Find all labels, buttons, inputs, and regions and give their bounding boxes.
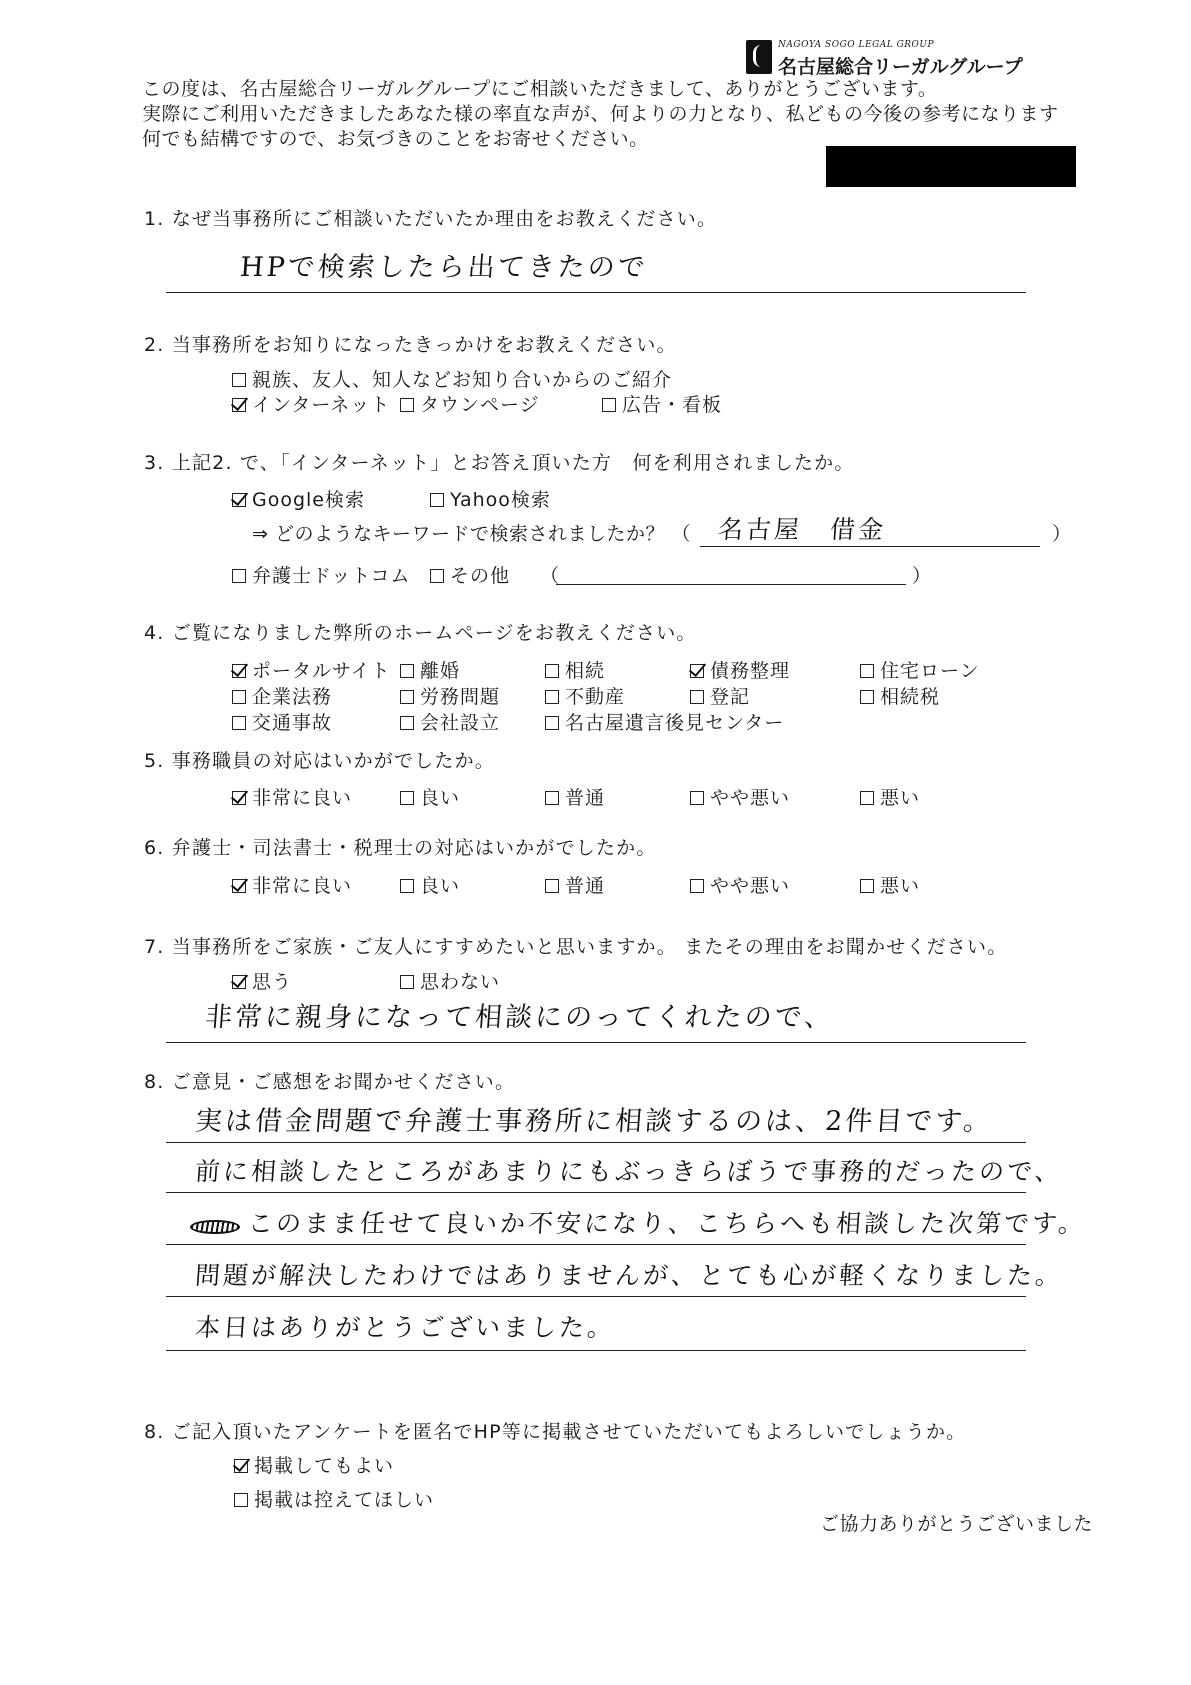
q4-option-divorce[interactable] <box>400 659 460 683</box>
question-1-label: 1. なぜ当事務所にご相談いただいたか理由をお教えください。 <box>144 208 718 230</box>
q4-option-inheritance[interactable] <box>545 659 605 683</box>
question-7-answer[interactable]: 非常に親身になって相談にのってくれたので、 <box>203 1002 836 1033</box>
q5-normal-checkbox[interactable] <box>545 791 559 805</box>
comment-rule-1 <box>166 1142 1026 1143</box>
q3-bengoshi-checkbox[interactable] <box>232 569 246 583</box>
q3-other-open-paren: （ <box>540 565 560 587</box>
intro-line-2: 実際にご利用いただきましたあなた様の率直な声が、何よりの力となり、私どもの今後の参考になります <box>142 103 1059 125</box>
q4-option-portal[interactable] <box>232 659 391 683</box>
q4-inheritance-label: 相続 <box>565 660 606 682</box>
q3-option-yahoo[interactable] <box>430 488 551 512</box>
q6-option-very-good[interactable] <box>232 874 352 898</box>
q3-option-bengoshi[interactable] <box>232 564 410 588</box>
q5-option-very-good[interactable] <box>232 786 352 810</box>
q9-decline-label: 掲載は控えてほしい <box>254 1489 435 1511</box>
question-9-label: 8. ご記入頂いたアンケートを匿名でHP等に掲載させていただいてもよろしいでしょうか。 <box>144 1421 967 1443</box>
q5-somewhat-bad-checkbox[interactable] <box>690 791 704 805</box>
q5-good-label: 良い <box>420 787 461 809</box>
q7-no-checkbox[interactable] <box>400 975 414 989</box>
q6-good-checkbox[interactable] <box>400 879 414 893</box>
q4-mortgage-label: 住宅ローン <box>880 660 980 682</box>
q2-ad-label: 広告・看板 <box>622 394 723 416</box>
q3-google-checkbox[interactable] <box>232 493 246 507</box>
footer-thanks: ご協力ありがとうございました <box>820 1513 1094 1535</box>
q3-google-label: Google検索 <box>252 489 366 511</box>
q6-somewhat-bad-label: やや悪い <box>710 875 791 897</box>
q5-somewhat-bad-label: やや悪い <box>710 787 791 809</box>
logo-english: NAGOYA SOGO LEGAL GROUP <box>778 40 935 50</box>
q7-option-yes[interactable] <box>232 970 292 994</box>
q5-very-good-checkbox[interactable] <box>232 791 246 805</box>
q6-option-bad[interactable] <box>860 874 920 898</box>
q2-option-internet[interactable] <box>232 393 390 417</box>
q3-other-label: その他 <box>450 565 511 587</box>
q4-labor-label: 労務問題 <box>420 686 501 708</box>
q3-option-other[interactable] <box>430 564 510 588</box>
q5-normal-label: 普通 <box>565 787 606 809</box>
q4-inheritance-tax-checkbox[interactable] <box>860 690 874 704</box>
q3-yahoo-checkbox[interactable] <box>430 493 444 507</box>
q4-company-setup-checkbox[interactable] <box>400 716 414 730</box>
q4-inheritance-tax-label: 相続税 <box>880 686 941 708</box>
q2-townpage-checkbox[interactable] <box>400 398 414 412</box>
q6-normal-label: 普通 <box>565 875 606 897</box>
q6-very-good-checkbox[interactable] <box>232 879 246 893</box>
q6-option-good[interactable] <box>400 874 460 898</box>
q2-option-townpage[interactable] <box>400 393 540 417</box>
q3-other-checkbox[interactable] <box>430 569 444 583</box>
question-7-label: 7. 当事務所をご家族・ご友人にすすめたいと思いますか。 またその理由をお聞かせください。 <box>144 936 1008 958</box>
q4-debt-checkbox[interactable] <box>690 664 704 678</box>
q3-keyword-line <box>700 546 1040 547</box>
question-1-answer[interactable]: HPで検索したら出てきたので <box>238 252 649 283</box>
comment-line-5[interactable]: 本日はありがとうございました。 <box>194 1313 617 1342</box>
q4-divorce-label: 離婚 <box>420 660 461 682</box>
question-1-answer-line <box>166 292 1026 293</box>
q6-bad-label: 悪い <box>880 875 921 897</box>
intro-line-3: 何でも結構ですので、お気づきのことをお寄せください。 <box>142 128 649 150</box>
q7-option-no[interactable] <box>400 970 500 994</box>
q4-option-company-setup[interactable] <box>400 711 500 735</box>
question-5-label: 5. 事務職員の対応はいかがでしたか。 <box>144 750 495 772</box>
q4-option-will-center[interactable] <box>545 711 784 735</box>
q4-inheritance-checkbox[interactable] <box>545 664 559 678</box>
q4-divorce-checkbox[interactable] <box>400 664 414 678</box>
q5-option-somewhat-bad[interactable] <box>690 786 790 810</box>
q4-registration-label: 登記 <box>710 686 751 708</box>
q2-townpage-label: タウンページ <box>420 394 540 416</box>
q4-option-registration[interactable] <box>690 685 750 709</box>
question-4-label: 4. ご覧になりました弊所のホームページをお教えください。 <box>144 622 697 644</box>
q4-will-center-checkbox[interactable] <box>545 716 559 730</box>
q5-option-normal[interactable] <box>545 786 605 810</box>
q2-referral-label: 親族、友人、知人などお知り合いからのご紹介 <box>252 369 673 391</box>
comment-rule-4 <box>166 1296 1026 1297</box>
q3-option-google[interactable] <box>232 488 365 512</box>
q4-labor-checkbox[interactable] <box>400 690 414 704</box>
q4-option-labor[interactable] <box>400 685 500 709</box>
question-6-label: 6. 弁護士・司法書士・税理士の対応はいかがでしたか。 <box>144 837 657 859</box>
q4-option-corporate[interactable] <box>232 685 332 709</box>
q4-company-setup-label: 会社設立 <box>420 712 501 734</box>
comment-rule-2 <box>166 1192 1026 1193</box>
q3-keyword-answer[interactable]: 名古屋 借金 <box>717 515 888 544</box>
question-8-label: 8. ご意見・ご感想をお聞かせください。 <box>144 1071 516 1093</box>
q3-keyword-prompt: ⇒ どのようなキーワードで検索されましたか？ （ <box>252 523 692 545</box>
q4-traffic-checkbox[interactable] <box>232 716 246 730</box>
q3-bengoshi-label: 弁護士ドットコム <box>252 565 411 587</box>
q4-realestate-label: 不動産 <box>565 686 626 708</box>
q5-option-bad[interactable] <box>860 786 920 810</box>
q7-yes-label: 思う <box>252 971 293 993</box>
q7-yes-checkbox[interactable] <box>232 975 246 989</box>
q6-bad-checkbox[interactable] <box>860 879 874 893</box>
q4-option-mortgage[interactable] <box>860 659 980 683</box>
comment-line-3[interactable]: このまま任せて良いか不安になり、こちらへも相談した次第です。 <box>247 1209 1088 1238</box>
q4-will-center-label: 名古屋遺言後見センター <box>565 712 785 734</box>
q5-very-good-label: 非常に良い <box>252 787 353 809</box>
q2-ad-checkbox[interactable] <box>602 398 616 412</box>
q2-internet-checkbox[interactable] <box>232 398 246 412</box>
q4-debt-label: 債務整理 <box>710 660 791 682</box>
q3-keyword-close-paren: ） <box>1052 523 1072 545</box>
logo-japanese: 名古屋総合リーガルグループ <box>778 56 1023 78</box>
q2-internet-label: インターネット <box>252 394 391 416</box>
comment-rule-5 <box>166 1350 1026 1351</box>
q5-bad-label: 悪い <box>880 787 921 809</box>
q6-option-normal[interactable] <box>545 874 605 898</box>
q5-option-good[interactable] <box>400 786 460 810</box>
logo-icon <box>746 40 772 74</box>
q9-allow-label: 掲載してもよい <box>254 1455 395 1477</box>
q2-option-referral[interactable] <box>232 368 672 392</box>
question-2-label: 2. 当事務所をお知りになったきっかけをお教えください。 <box>144 334 677 356</box>
intro-line-1: この度は、名古屋総合リーガルグループにご相談いただきまして、ありがとうございます。 <box>142 78 938 100</box>
q3-other-input-line[interactable] <box>556 584 906 585</box>
q7-no-label: 思わない <box>420 971 501 993</box>
q9-option-decline[interactable] <box>234 1488 434 1512</box>
q4-portal-checkbox[interactable] <box>232 664 246 678</box>
q6-good-label: 良い <box>420 875 461 897</box>
q4-portal-label: ポータルサイト <box>252 660 391 682</box>
q2-referral-checkbox[interactable] <box>232 373 246 387</box>
q4-traffic-label: 交通事故 <box>252 712 333 734</box>
q4-registration-checkbox[interactable] <box>690 690 704 704</box>
q9-option-allow[interactable] <box>234 1454 394 1478</box>
comment-line-4[interactable]: 問題が解決したわけではありませんが、とても心が軽くなりました。 <box>194 1261 1065 1290</box>
q3-other-close-paren: ） <box>912 565 932 587</box>
q9-decline-checkbox[interactable] <box>234 1493 248 1507</box>
scribble-strikeout-icon <box>190 1220 240 1234</box>
redacted-name-block <box>826 146 1076 187</box>
comment-line-1[interactable]: 実は借金問題で弁護士事務所に相談するのは、2件目です。 <box>193 1106 995 1137</box>
q6-normal-checkbox[interactable] <box>545 879 559 893</box>
q9-allow-checkbox[interactable] <box>234 1459 248 1473</box>
comment-rule-3 <box>166 1244 1026 1245</box>
q6-option-somewhat-bad[interactable] <box>690 874 790 898</box>
q5-bad-checkbox[interactable] <box>860 791 874 805</box>
q4-option-inheritance-tax[interactable] <box>860 685 940 709</box>
q4-option-traffic[interactable] <box>232 711 332 735</box>
q2-option-ad[interactable] <box>602 393 722 417</box>
q5-good-checkbox[interactable] <box>400 791 414 805</box>
q6-somewhat-bad-checkbox[interactable] <box>690 879 704 893</box>
q3-yahoo-label: Yahoo検索 <box>450 489 551 511</box>
q4-corporate-label: 企業法務 <box>252 686 333 708</box>
q4-option-realestate[interactable] <box>545 685 625 709</box>
comment-line-2[interactable]: 前に相談したところがあまりにもぶっきらぼうで事務的だったので、 <box>194 1157 1064 1186</box>
q6-very-good-label: 非常に良い <box>252 875 353 897</box>
q4-mortgage-checkbox[interactable] <box>860 664 874 678</box>
q4-option-debt[interactable] <box>690 659 790 683</box>
question-7-answer-line <box>166 1042 1026 1043</box>
q4-corporate-checkbox[interactable] <box>232 690 246 704</box>
q4-realestate-checkbox[interactable] <box>545 690 559 704</box>
question-3-label: 3. 上記2. で、「インターネット」とお答え頂いた方 何を利用されましたか。 <box>144 452 855 474</box>
